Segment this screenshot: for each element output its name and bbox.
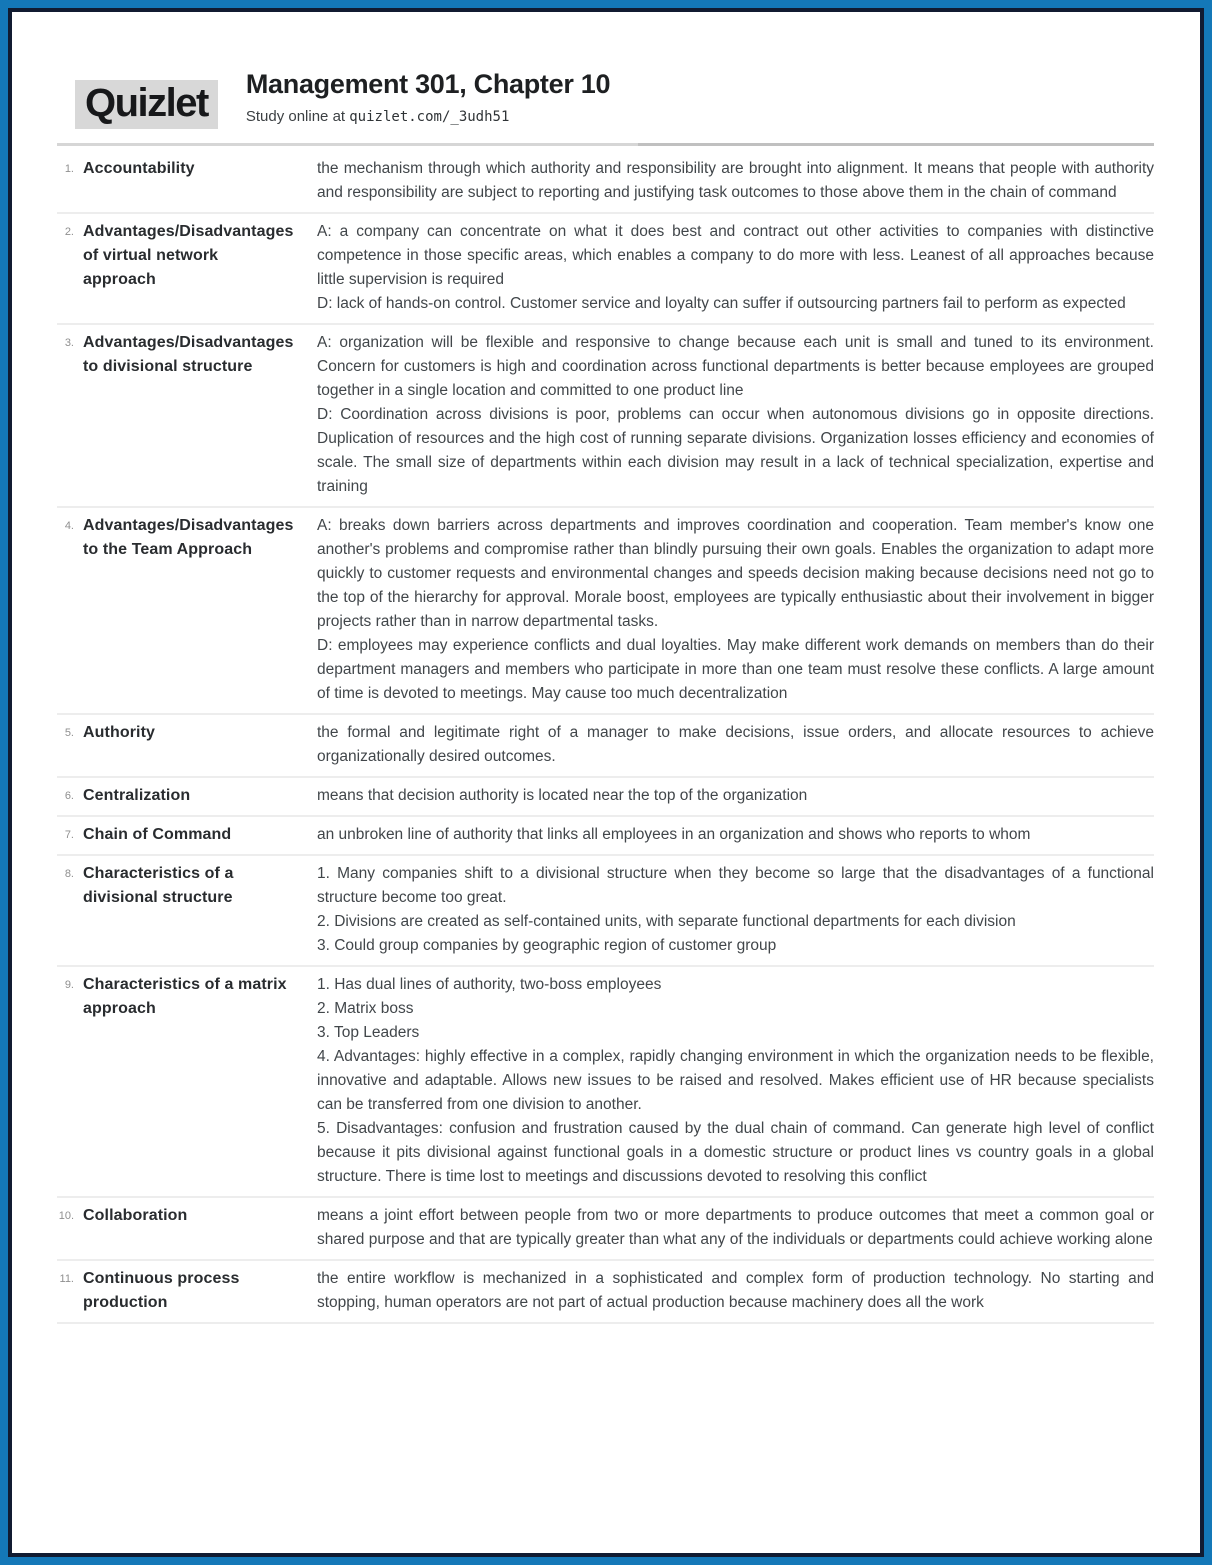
header-divider [57, 143, 1154, 146]
definition-paragraph: A: organization will be flexible and responsive to change because each unit is small and tuned to its environment. Concern for customers is high and coordination across functional departments is better because employees are grouped together in a single location and committed to one product line [317, 334, 1154, 399]
header-text [246, 68, 610, 125]
term-definition [306, 784, 1154, 808]
term-number: 4. [64, 520, 74, 532]
term-row [57, 1261, 1154, 1324]
term-row [57, 151, 1154, 214]
term-definition [306, 721, 1154, 769]
term-label: Characteristics of a divisional structure [83, 865, 234, 906]
definition-paragraph: means a joint effort between people from two or more departments to produce outcomes that meet a common goal or shared purpose and that are typically greater than what any of the individuals or departments could achieve working alone [317, 1207, 1154, 1248]
term-row [57, 715, 1154, 778]
subtitle-prefix: Study online at [245, 107, 350, 125]
term-number: 7. [64, 829, 74, 841]
definition-paragraph: 1. Has dual lines of authority, two-boss employees [317, 976, 662, 993]
study-online-line [246, 108, 610, 125]
definition-paragraph: 3. Could group companies by geographic region of customer group [317, 937, 777, 954]
definition-paragraph: A: a company can concentrate on what it does best and contract out other activities to companies with distinctive competence in those specific areas, which enables a company to do more with less. Leanest of all approaches because little supervision is required [317, 223, 1154, 288]
definition-paragraph: 1. Many companies shift to a divisional structure when they become so large that the disadvantages of a functional structure become too great. [317, 865, 1154, 906]
term-row [57, 817, 1154, 856]
term-label: Accountability [83, 160, 195, 177]
definition-paragraph: 2. Matrix boss [317, 1000, 414, 1017]
term-row [57, 1198, 1154, 1261]
term-row [57, 508, 1154, 715]
term-row [57, 967, 1154, 1198]
term-label: Advantages/Disadvantages to divisional structure [83, 334, 294, 375]
definition-paragraph: 3. Top Leaders [317, 1024, 420, 1041]
term-number: 6. [64, 790, 74, 802]
definition-paragraph: 5. Disadvantages: confusion and frustration caused by the dual chain of command. Can generate high level of conflict because it pits divisional against functional goals in a domestic structure or product lines vs country goals in a global structure. There is time lost to meetings and discussions devoted to resolving this conflict [317, 1120, 1154, 1185]
term-number: 5. [64, 727, 74, 739]
definition-paragraph: an unbroken line of authority that links all employees in an organization and shows who reports to whom [317, 826, 1031, 843]
document-page [8, 8, 1204, 1557]
quizlet-logo: Quizlet [75, 80, 218, 129]
definition-paragraph: 4. Advantages: highly effective in a complex, rapidly changing environment in which the organization needs to be flexible, innovative and adaptable. Allows new issues to be raised and resolved. Makes efficient use of HR because specialists can be transferred from one division to another. [317, 1048, 1154, 1113]
term-label: Advantages/Disadvantages of virtual network approach [83, 223, 294, 288]
term-label: Continuous process production [83, 1270, 240, 1311]
term-definition [306, 514, 1154, 706]
header [75, 68, 1154, 129]
page-title: Management 301, Chapter 10 [245, 69, 611, 99]
term-definition [306, 823, 1154, 847]
term-definition [306, 1204, 1154, 1252]
term-row [57, 856, 1154, 967]
definition-paragraph: D: lack of hands-on control. Customer service and loyalty can suffer if outsourcing partners fail to perform as expected [317, 295, 1126, 312]
term-number: 10. [58, 1210, 74, 1222]
term-definition [306, 1267, 1154, 1315]
term-number: 3. [64, 337, 74, 349]
definition-paragraph: 2. Divisions are created as self-contained units, with separate functional departments for each division [317, 913, 1016, 930]
term-label: Chain of Command [83, 826, 232, 843]
term-number: 11. [59, 1273, 74, 1285]
term-number: 8. [64, 868, 74, 880]
term-definition [306, 973, 1154, 1189]
header-divider-dark-segment [638, 143, 1154, 146]
term-row [57, 214, 1154, 325]
term-row [57, 325, 1154, 508]
term-definition [306, 862, 1154, 958]
terms-list [57, 151, 1154, 1324]
definition-paragraph: A: breaks down barriers across departments and improves coordination and cooperation. Team member's know one another's problems and compromise rather than blindly pursuing their own goals. Enables the organization to adapt more quickly to customer requests and environmental changes and speeds decision making because decisions need not go to the top of the hierarchy for approval. Morale boost, employees are typically enthusiastic about their involvement in bigger projects rather than in narrow departmental tasks. [317, 517, 1154, 630]
definition-paragraph: means that decision authority is located near the top of the organization [317, 787, 808, 804]
term-definition [306, 331, 1154, 499]
term-label: Collaboration [83, 1207, 188, 1224]
definition-paragraph: the entire workflow is mechanized in a sophisticated and complex form of production technology. No starting and stopping, human operators are not part of actual production because machinery does all the work [317, 1270, 1154, 1311]
term-label: Centralization [83, 787, 191, 804]
term-number: 2. [64, 226, 74, 238]
definition-paragraph: D: Coordination across divisions is poor, problems can occur when autonomous divisions go in opposite directions. Duplication of resources and the high cost of running separate divisions. Organization losses efficiency and economies of scale. The small size of departments within each division may result in a lack of technical specialization, expertise and training [317, 406, 1154, 495]
term-number: 1. [64, 163, 74, 175]
study-url: quizlet.com/_3udh51 [349, 108, 510, 125]
term-number: 9. [64, 979, 74, 991]
term-label: Authority [83, 724, 156, 741]
term-definition [306, 157, 1154, 205]
term-label: Characteristics of a matrix approach [83, 976, 287, 1017]
definition-paragraph: D: employees may experience conflicts and dual loyalties. May make different work demands on members than do their department managers and members who participate in more than one team must resolve these conflicts. A large amount of time is devoted to meetings. May cause too much decentralization [317, 637, 1154, 702]
term-row [57, 778, 1154, 817]
term-definition [306, 220, 1154, 316]
definition-paragraph: the mechanism through which authority and responsibility are brought into alignment. It means that people with authority and responsibility are subject to reporting and justifying task outcomes to those above them in the chain of command [317, 160, 1154, 201]
definition-paragraph: the formal and legitimate right of a manager to make decisions, issue orders, and allocate resources to achieve organizationally desired outcomes. [317, 724, 1154, 765]
term-label: Advantages/Disadvantages to the Team Approach [83, 517, 294, 558]
